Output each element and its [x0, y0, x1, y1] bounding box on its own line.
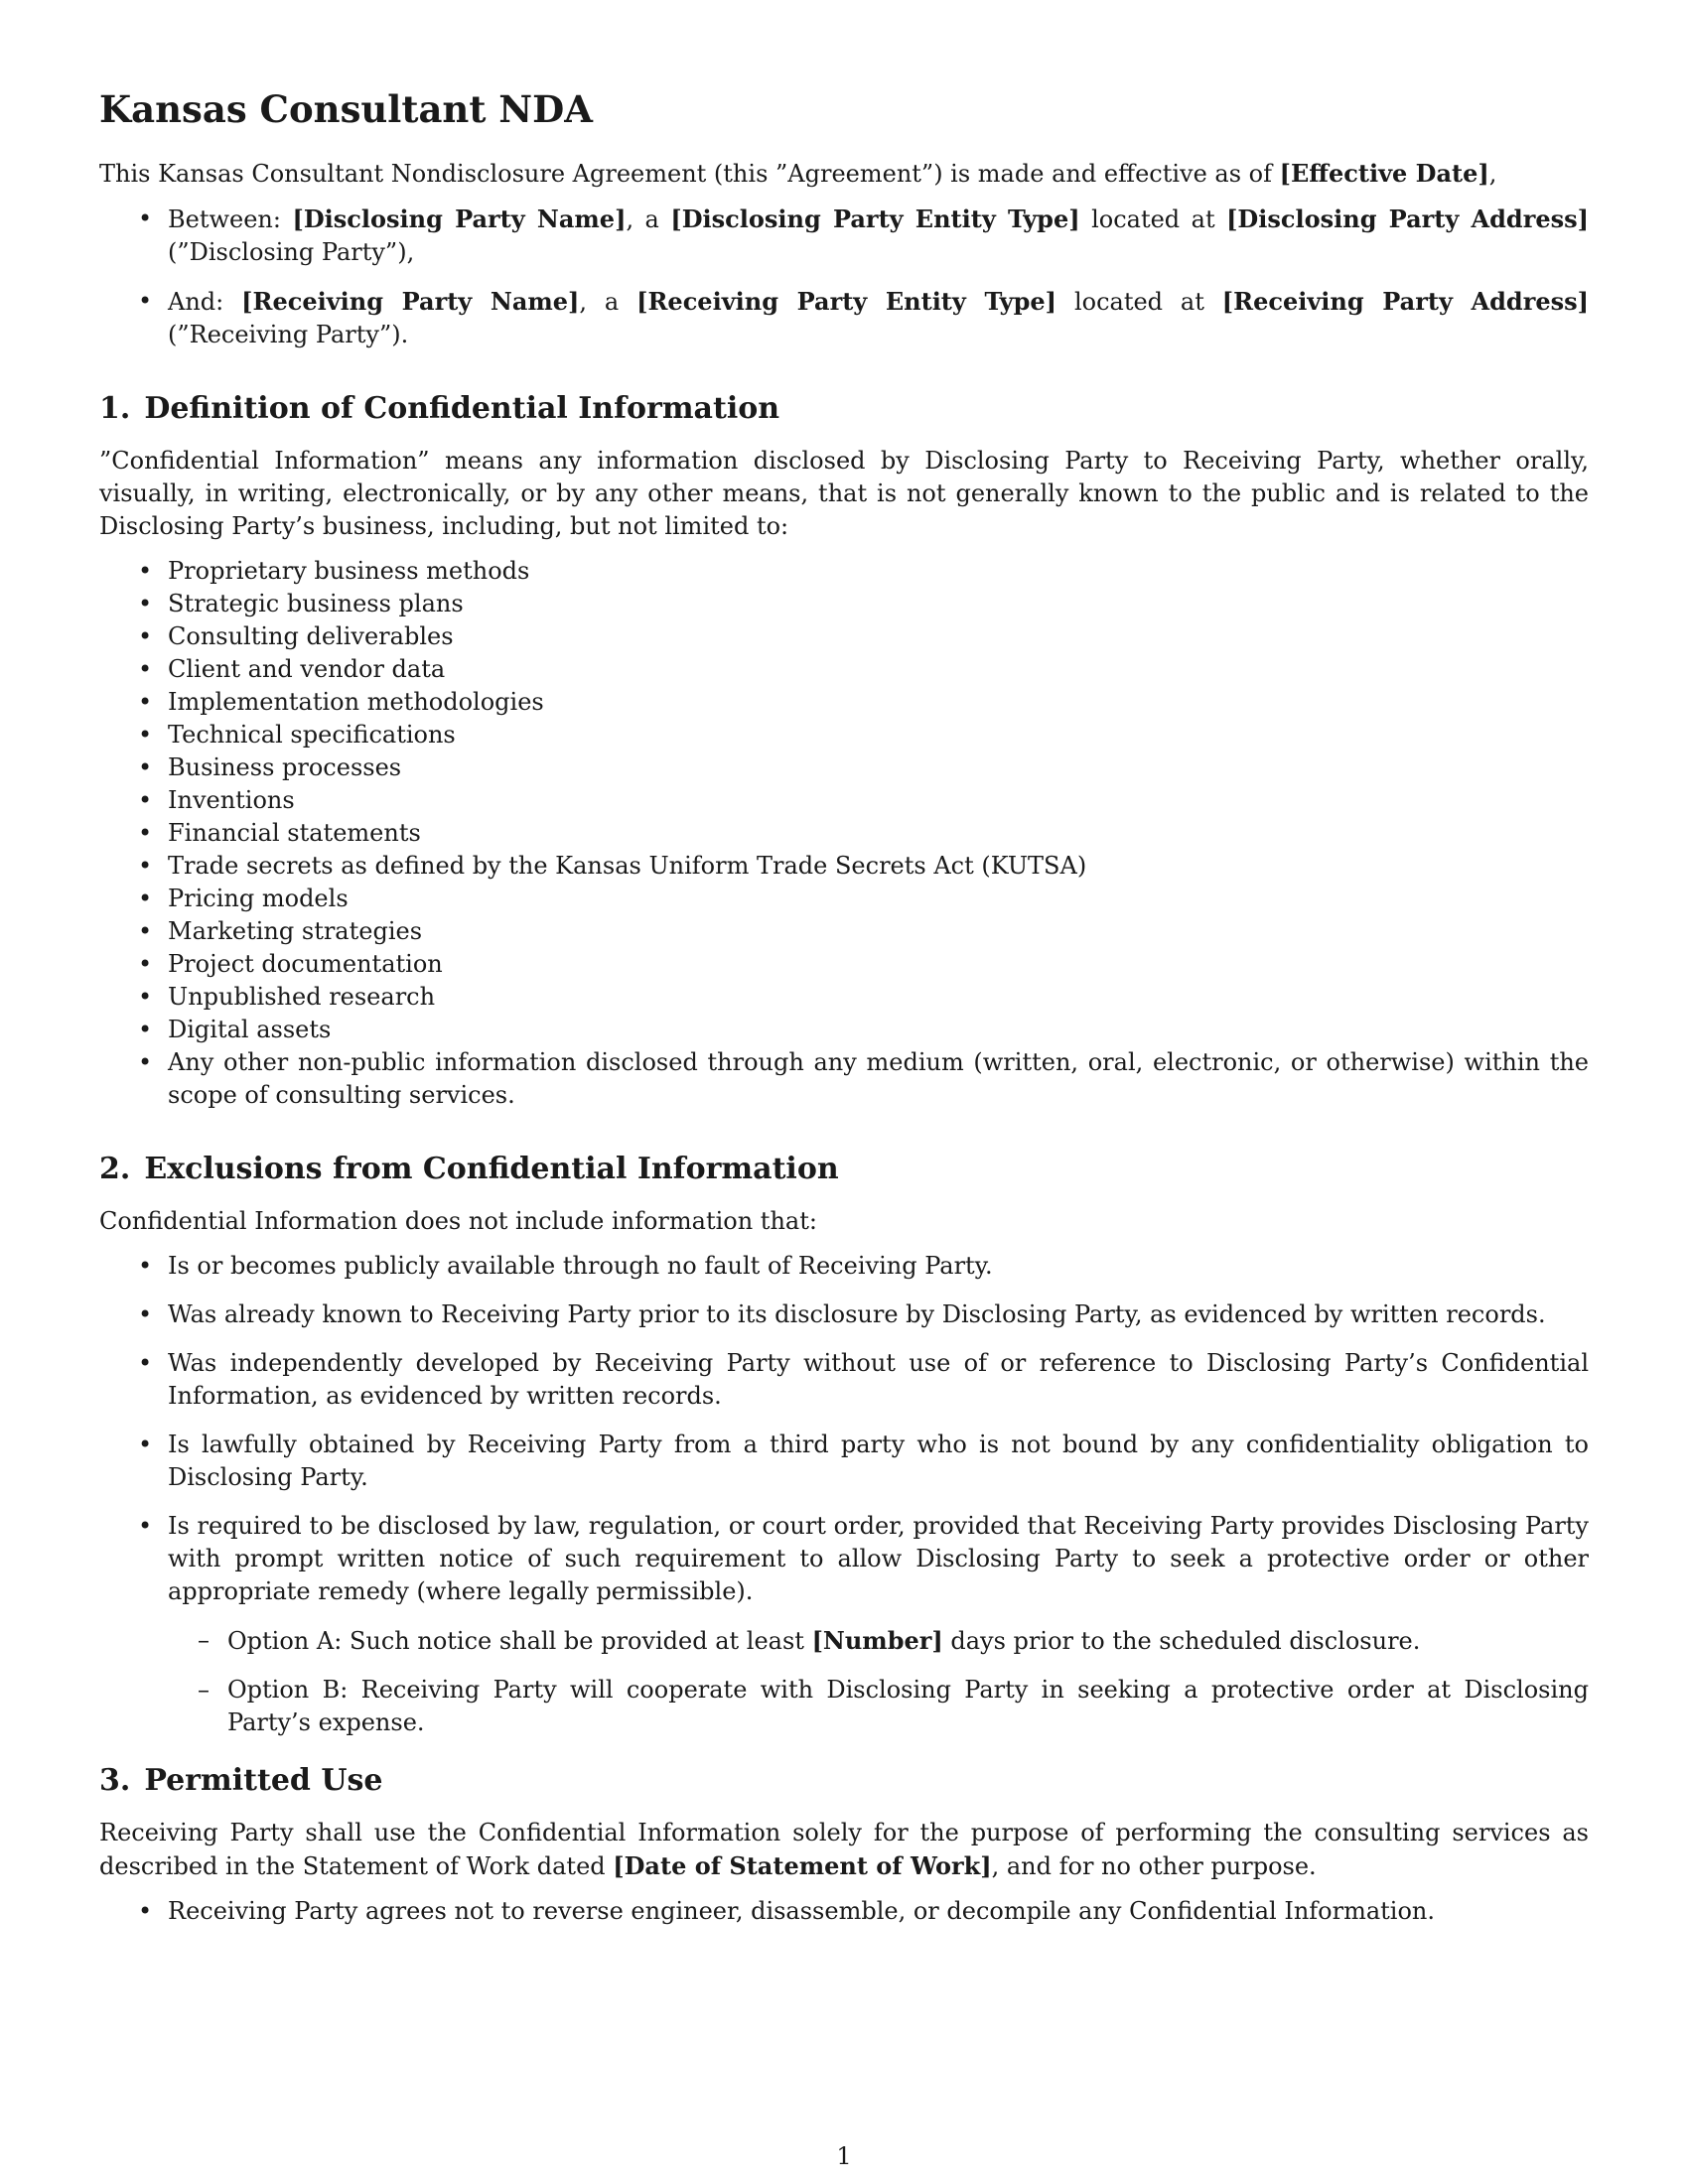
section-2-list — [99, 1250, 1589, 1739]
list-item: • Business processes — [99, 751, 1589, 784]
disclosing-lead: Between: — [168, 205, 293, 234]
list-item: • Is or becomes publicly available through no fault of Receiving Party. — [99, 1250, 1589, 1283]
intro-text: This Kansas Consultant Nondisclosure Agreement (this ”Agreement”) is made and effective as of — [99, 160, 1280, 189]
section-1-title: Definition of Confidential Information — [144, 391, 780, 427]
section-3-heading — [99, 1763, 1589, 1799]
list-item: • Pricing models — [99, 883, 1589, 915]
section-3-body — [99, 1817, 1589, 1883]
receiving-name-placeholder: [Receiving Party Name] — [241, 287, 580, 317]
option-a-pre: Option A: Such notice shall be provided at least — [227, 1627, 812, 1656]
list-item: • Is lawfully obtained by Receiving Party from a third party who is not bound by any confidentiality obligation to Disclosing Party. — [99, 1429, 1589, 1494]
receiving-located: located at — [1056, 288, 1222, 317]
options-list — [168, 1624, 1589, 1739]
disclosing-name-placeholder: [Disclosing Party Name] — [292, 205, 627, 234]
option-b-item: – Option B: Receiving Party will cooperate with Disclosing Party in seeking a protective order at Disclosing Party’s expense. — [168, 1674, 1589, 1739]
receiving-entity-type-placeholder: [Receiving Party Entity Type] — [636, 287, 1057, 317]
list-item: • Proprietary business methods — [99, 555, 1589, 588]
list-item: • Any other non-public information disclosed through any medium (written, oral, electronic, or otherwise) within the scope of consulting services. — [99, 1046, 1589, 1112]
list-item: • Was already known to Receiving Party prior to its disclosure by Disclosing Party, as evidenced by written records. — [99, 1298, 1589, 1331]
section-1-heading — [99, 391, 1589, 427]
list-item: • Consulting deliverables — [99, 620, 1589, 653]
disclosing-entity-type-placeholder: [Disclosing Party Entity Type] — [670, 205, 1080, 234]
list-item: • Technical specifications — [99, 719, 1589, 751]
list-item: • Receiving Party agrees not to reverse engineer, disassemble, or decompile any Confidential Information. — [99, 1895, 1589, 1928]
section-2-body: Confidential Information does not include information that: — [99, 1207, 817, 1236]
sow-date-placeholder: [Date of Statement of Work] — [613, 1851, 992, 1881]
list-item: • Strategic business plans — [99, 588, 1589, 620]
list-item: • Implementation methodologies — [99, 686, 1589, 719]
list-item: • Marketing strategies — [99, 915, 1589, 948]
section-3-list — [99, 1895, 1589, 1928]
intro-paragraph — [99, 157, 1589, 191]
section-3-number: 3. — [99, 1763, 131, 1799]
list-item: • Digital assets — [99, 1014, 1589, 1046]
intro-end: , — [1488, 160, 1497, 189]
document-page — [99, 87, 1589, 1928]
list-item: • Financial statements — [99, 817, 1589, 850]
receiving-lead: And: — [168, 288, 242, 317]
list-item: • Was independently developed by Receiving Party without use of or reference to Disclosing Party’s Confidential Information, as evidenced by written records. — [99, 1347, 1589, 1413]
section-2-heading — [99, 1152, 1589, 1187]
number-placeholder: [Number] — [811, 1626, 943, 1656]
effective-date-placeholder: [Effective Date] — [1279, 159, 1489, 189]
section-3-title: Permitted Use — [144, 1763, 383, 1799]
disclosing-party-item — [99, 203, 1589, 269]
disclosing-tail: (”Disclosing Party”), — [168, 238, 415, 267]
section-1-number: 1. — [99, 391, 131, 427]
receiving-address-placeholder: [Receiving Party Address] — [1221, 287, 1589, 317]
receiving-a: , a — [579, 288, 637, 317]
disclosing-address-placeholder: [Disclosing Party Address] — [1226, 205, 1590, 234]
disclosing-a: , a — [626, 205, 671, 234]
section-1-list — [99, 555, 1589, 1112]
receiving-party-item — [99, 285, 1589, 351]
disclosing-located: located at — [1079, 205, 1227, 234]
page-number: 1 — [836, 2142, 852, 2170]
required-disclosure-text: Is required to be disclosed by law, regulation, or court order, provided that Receiving Party provides Disclosing Party with prompt written notice of such requirement to allow Disclosing Party to seek a protective order or other appropriate remedy (where legally permissible). — [168, 1512, 1589, 1606]
section-3-body-pre: Receiving Party shall use the Confidential Information solely for the purpose of performing the consulting services as described in the Statement of Work dated — [99, 1819, 1589, 1881]
list-item: • Unpublished research — [99, 981, 1589, 1014]
list-item: • Project documentation — [99, 948, 1589, 981]
option-a-item — [168, 1624, 1589, 1658]
section-2-number: 2. — [99, 1152, 131, 1187]
option-a-post: days prior to the scheduled disclosure. — [942, 1627, 1421, 1656]
document-title: Kansas Consultant NDA — [99, 87, 593, 131]
list-item: • Trade secrets as defined by the Kansas Uniform Trade Secrets Act (KUTSA) — [99, 850, 1589, 883]
receiving-tail: (”Receiving Party”). — [168, 321, 409, 349]
section-1-body: ”Confidential Information” means any information disclosed by Disclosing Party to Receiving Party, whether orally, visually, in writing, electronically, or by any other means, that is not generally known to the public and is related to the Disclosing Party’s business, including, but not limited to: — [99, 447, 1589, 541]
list-item: • Inventions — [99, 784, 1589, 817]
parties-list — [99, 203, 1589, 351]
list-item: • Client and vendor data — [99, 653, 1589, 686]
section-2-title: Exclusions from Confidential Information — [144, 1152, 839, 1187]
section-3-body-post: , and for no other purpose. — [991, 1852, 1317, 1881]
list-item-required-disclosure — [99, 1510, 1589, 1739]
